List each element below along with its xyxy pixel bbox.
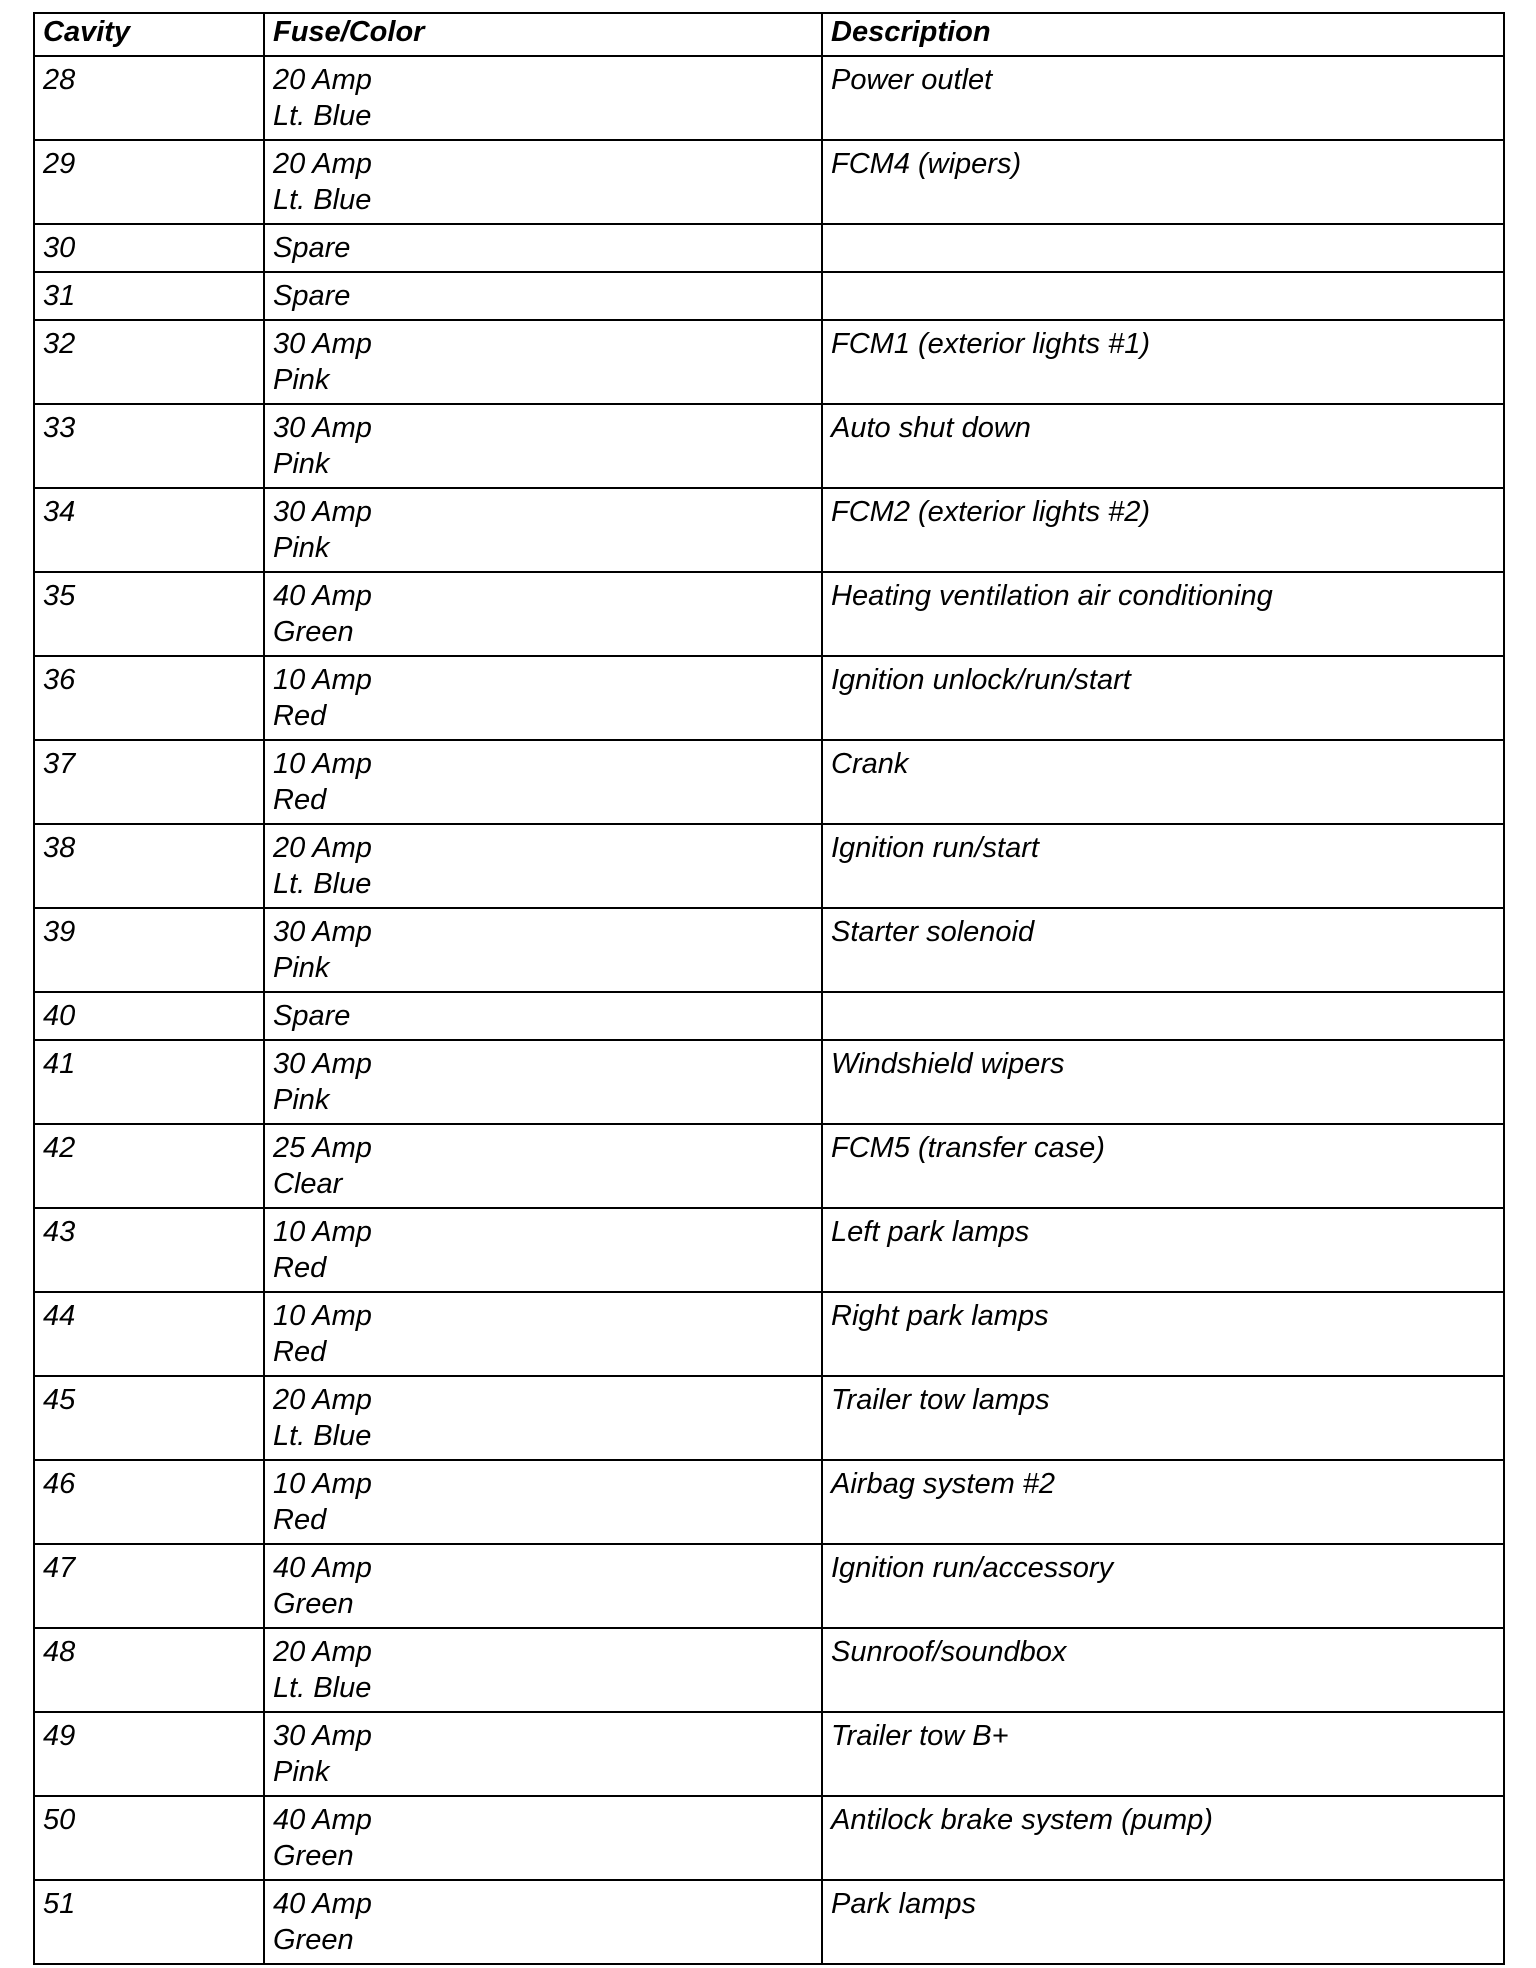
table-row <box>34 272 1504 320</box>
fuse-color-cell <box>264 1796 822 1880</box>
fuse-color-cell <box>264 56 822 140</box>
description-cell: Sunroof/soundbox <box>822 1628 1504 1712</box>
description-cell: Power outlet <box>822 56 1504 140</box>
description-cell: Starter solenoid <box>822 908 1504 992</box>
fuse-color: Pink <box>273 532 330 564</box>
description-cell: Right park lamps <box>822 1292 1504 1376</box>
fuse-color: Green <box>273 1588 354 1620</box>
fuse-color-cell <box>264 1124 822 1208</box>
header-cavity: Cavity <box>34 13 264 56</box>
description-cell <box>822 992 1504 1040</box>
fuse-color: Pink <box>273 364 330 396</box>
fuse-color: Red <box>273 1504 327 1536</box>
cavity-cell: 30 <box>34 224 264 272</box>
fuse-rating: 20 Amp <box>273 148 372 180</box>
cavity-cell: 35 <box>34 572 264 656</box>
fuse-rating: Spare <box>273 232 351 264</box>
fuse-rating: Spare <box>273 1000 351 1032</box>
cavity-cell: 47 <box>34 1544 264 1628</box>
fuse-rating: 30 Amp <box>273 328 372 360</box>
fuse-table <box>33 12 1505 1965</box>
table-row <box>34 1880 1504 1964</box>
cavity-cell: 36 <box>34 656 264 740</box>
fuse-rating: 20 Amp <box>273 1384 372 1416</box>
fuse-rating: 30 Amp <box>273 412 372 444</box>
description-cell: FCM4 (wipers) <box>822 140 1504 224</box>
fuse-color-cell <box>264 1208 822 1292</box>
fuse-color-cell <box>264 1040 822 1124</box>
header-description: Description <box>822 13 1504 56</box>
fuse-color: Lt. Blue <box>273 1672 372 1704</box>
table-row <box>34 1712 1504 1796</box>
fuse-color: Pink <box>273 1756 330 1788</box>
description-cell: Crank <box>822 740 1504 824</box>
description-cell <box>822 224 1504 272</box>
table-row <box>34 140 1504 224</box>
cavity-cell: 28 <box>34 56 264 140</box>
description-cell: FCM1 (exterior lights #1) <box>822 320 1504 404</box>
table-row <box>34 1040 1504 1124</box>
fuse-color: Lt. Blue <box>273 1420 372 1452</box>
description-cell <box>822 272 1504 320</box>
fuse-rating: 20 Amp <box>273 832 372 864</box>
fuse-color-cell <box>264 1292 822 1376</box>
fuse-color: Lt. Blue <box>273 184 372 216</box>
fuse-rating: 40 Amp <box>273 1888 372 1920</box>
cavity-cell: 43 <box>34 1208 264 1292</box>
fuse-color-cell <box>264 1544 822 1628</box>
fuse-color-cell <box>264 572 822 656</box>
fuse-color: Green <box>273 616 354 648</box>
fuse-rating: 30 Amp <box>273 496 372 528</box>
cavity-cell: 41 <box>34 1040 264 1124</box>
cavity-cell: 37 <box>34 740 264 824</box>
description-cell: Ignition unlock/run/start <box>822 656 1504 740</box>
cavity-cell: 39 <box>34 908 264 992</box>
fuse-color-cell <box>264 1628 822 1712</box>
cavity-cell: 45 <box>34 1376 264 1460</box>
table-row <box>34 740 1504 824</box>
table-row <box>34 1544 1504 1628</box>
fuse-rating: 40 Amp <box>273 580 372 612</box>
fuse-rating: 30 Amp <box>273 1048 372 1080</box>
fuse-color-cell <box>264 656 822 740</box>
cavity-cell: 42 <box>34 1124 264 1208</box>
fuse-color: Pink <box>273 448 330 480</box>
fuse-rating: 10 Amp <box>273 748 372 780</box>
table-row <box>34 56 1504 140</box>
cavity-cell: 29 <box>34 140 264 224</box>
fuse-rating: 10 Amp <box>273 664 372 696</box>
description-cell: Ignition run/start <box>822 824 1504 908</box>
fuse-color: Lt. Blue <box>273 868 372 900</box>
fuse-color: Red <box>273 1336 327 1368</box>
description-cell: Left park lamps <box>822 1208 1504 1292</box>
description-cell: Ignition run/accessory <box>822 1544 1504 1628</box>
description-cell: FCM2 (exterior lights #2) <box>822 488 1504 572</box>
table-row <box>34 404 1504 488</box>
fuse-rating: Spare <box>273 280 351 312</box>
table-row <box>34 908 1504 992</box>
table-row <box>34 1292 1504 1376</box>
table-row <box>34 992 1504 1040</box>
table-row <box>34 1460 1504 1544</box>
fuse-color-cell <box>264 1460 822 1544</box>
fuse-rating: 10 Amp <box>273 1468 372 1500</box>
fuse-color-cell <box>264 488 822 572</box>
fuse-color-cell <box>264 140 822 224</box>
fuse-color-cell <box>264 272 822 320</box>
description-cell: Park lamps <box>822 1880 1504 1964</box>
table-body <box>34 56 1504 1964</box>
fuse-color-cell <box>264 992 822 1040</box>
cavity-cell: 33 <box>34 404 264 488</box>
fuse-color: Lt. Blue <box>273 100 372 132</box>
cavity-cell: 40 <box>34 992 264 1040</box>
table-row <box>34 656 1504 740</box>
fuse-rating: 10 Amp <box>273 1300 372 1332</box>
fuse-rating: 20 Amp <box>273 64 372 96</box>
cavity-cell: 31 <box>34 272 264 320</box>
description-cell: Heating ventilation air conditioning <box>822 572 1504 656</box>
table-row <box>34 1796 1504 1880</box>
fuse-rating: 25 Amp <box>273 1132 372 1164</box>
fuse-rating: 10 Amp <box>273 1216 372 1248</box>
description-cell: Airbag system #2 <box>822 1460 1504 1544</box>
fuse-color-cell <box>264 1376 822 1460</box>
fuse-color: Red <box>273 700 327 732</box>
cavity-cell: 50 <box>34 1796 264 1880</box>
table-row <box>34 224 1504 272</box>
fuse-rating: 30 Amp <box>273 1720 372 1752</box>
fuse-color-cell <box>264 740 822 824</box>
description-cell: Trailer tow B+ <box>822 1712 1504 1796</box>
fuse-color-cell <box>264 1712 822 1796</box>
description-cell: Trailer tow lamps <box>822 1376 1504 1460</box>
fuse-color: Green <box>273 1840 354 1872</box>
cavity-cell: 46 <box>34 1460 264 1544</box>
fuse-color-cell <box>264 1880 822 1964</box>
fuse-rating: 40 Amp <box>273 1552 372 1584</box>
fuse-color-cell <box>264 320 822 404</box>
table-row <box>34 1376 1504 1460</box>
cavity-cell: 44 <box>34 1292 264 1376</box>
fuse-color: Red <box>273 784 327 816</box>
fuse-color: Red <box>273 1252 327 1284</box>
cavity-cell: 34 <box>34 488 264 572</box>
fuse-color: Pink <box>273 952 330 984</box>
fuse-color-cell <box>264 404 822 488</box>
table-row <box>34 1628 1504 1712</box>
cavity-cell: 32 <box>34 320 264 404</box>
cavity-cell: 38 <box>34 824 264 908</box>
fuse-color: Green <box>273 1924 354 1956</box>
fuse-color-cell <box>264 824 822 908</box>
description-cell: Antilock brake system (pump) <box>822 1796 1504 1880</box>
table-row <box>34 1124 1504 1208</box>
fuse-rating: 20 Amp <box>273 1636 372 1668</box>
table-row <box>34 824 1504 908</box>
cavity-cell: 49 <box>34 1712 264 1796</box>
header-row <box>34 13 1504 56</box>
description-cell: Windshield wipers <box>822 1040 1504 1124</box>
table-row <box>34 572 1504 656</box>
table-row <box>34 320 1504 404</box>
description-cell: Auto shut down <box>822 404 1504 488</box>
header-fuse-color: Fuse/Color <box>264 13 822 56</box>
fuse-color: Clear <box>273 1168 343 1200</box>
cavity-cell: 51 <box>34 1880 264 1964</box>
description-cell: FCM5 (transfer case) <box>822 1124 1504 1208</box>
table-row <box>34 488 1504 572</box>
fuse-color: Pink <box>273 1084 330 1116</box>
fuse-rating: 40 Amp <box>273 1804 372 1836</box>
table-row <box>34 1208 1504 1292</box>
cavity-cell: 48 <box>34 1628 264 1712</box>
fuse-rating: 30 Amp <box>273 916 372 948</box>
fuse-color-cell <box>264 908 822 992</box>
fuse-color-cell <box>264 224 822 272</box>
